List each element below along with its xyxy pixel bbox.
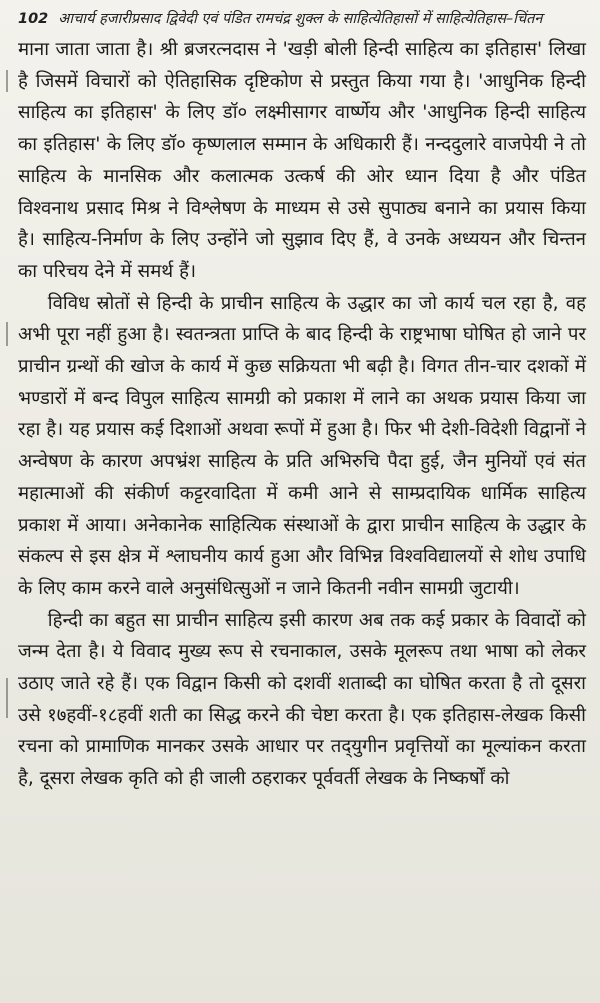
- paragraph-2: विविध स्रोतों से हिन्दी के प्राचीन साहित्य के उद्धार का जो कार्य चल रहा है, वह अभी पूरा नहीं हुआ है। स्वतन्त्रता प्राप्ति के बाद हिन्दी के राष्ट्रभाषा घोषित हो जाने पर प्राचीन ग्रन्थों की खोज के कार्य में कुछ सक्रियता भी बढ़ी है। विगत तीन-चार दशकों में भण्डारों में बन्द विपुल साहित्य सामग्री को प्रकाश में लाने का अथक प्रयास किया जा रहा है। यह प्रयास कई दिशाओं अथवा रूपों में हुआ है। फिर भी देशी-विदेशी विद्वानों ने अन्वेषण के कारण अपभ्रंश साहित्य के प्रति अभिरुचि पैदा हुई, जैन मुनियों एवं संत महात्माओं की संकीर्ण कट्टरवादिता में कमी आने से साम्प्रदायिक धार्मिक साहित्य प्रकाश में आया। अनेकानेक साहित्यिक संस्थाओं के द्वारा प्राचीन साहित्य के उद्धार के संकल्प से इस क्षेत्र में श्लाघनीय कार्य हुआ और विभिन्न विश्वविद्यालयों से शोध उपाधि के लिए काम करने वाले अनुसंधित्सुओं न जाने कितनी नवीन सामग्री जुटायी।: [18, 292, 586, 599]
- paragraph-3: हिन्दी का बहुत सा प्राचीन साहित्य इसी कारण अब तक कई प्रकार के विवादों को जन्म देता है। ये विवाद मुख्य रूप से रचनाकाल, उसके मूलरूप तथा भाषा को लेकर उठाए जाते रहे हैं। एक विद्वान किसी को दशवीं शताब्दी का घोषित करता है तो दूसरा उसे १७हवीं-१८हवीं शती का सिद्ध करने की चेष्टा करता है। एक इतिहास-लेखक किसी रचना को प्रामाणिक मानकर उसके आधार पर तद्‌युगीन प्रवृत्तियों का मूल्यांकन करता है, दूसरा लेखक कृति को ही जाली ठहराकर पूर्ववर्ती लेखक के निष्कर्षों को: [18, 609, 586, 790]
- running-header: [18, 4, 586, 34]
- margin-pencil-mark: [6, 70, 8, 92]
- margin-pencil-mark: [6, 322, 8, 346]
- page-number: 102: [18, 11, 49, 27]
- running-title: आचार्य हजारीप्रसाद द्विवेदी एवं पंडित रामचंद्र शुक्ल के साहित्येतिहासों में साहित्येतिहास–चिंतन: [58, 11, 543, 27]
- body-text: [18, 34, 586, 795]
- paragraph-1: माना जाता जाता है। श्री ब्रजरत्नदास ने 'खड़ी बोली हिन्दी साहित्य का इतिहास' लिखा है जिसमें विचारों को ऐतिहासिक दृष्टिकोण से प्रस्तुत किया गया है। 'आधुनिक हिन्दी साहित्य का इतिहास' के लिए डॉ० लक्ष्मीसागर वार्ष्णेय और 'आधुनिक हिन्दी साहित्य का इतिहास' के लिए डॉ० कृष्णलाल सम्मान के अधिकारी हैं। नन्ददुलारे वाजपेयी ने तो साहित्य के मानसिक और कलात्मक उत्कर्ष की ओर ध्यान दिया है और पंडित विश्वनाथ प्रसाद मिश्र ने विश्लेषण के माध्यम से उसे सुपाठ्य बनाने का प्रयास किया है। साहित्य-निर्माण के लिए उन्होंने जो सुझाव दिए हैं, वे उनके अध्‍ययन और चिन्तन का परिचय देने में समर्थ हैं।: [18, 39, 586, 282]
- margin-pencil-mark: [6, 678, 8, 718]
